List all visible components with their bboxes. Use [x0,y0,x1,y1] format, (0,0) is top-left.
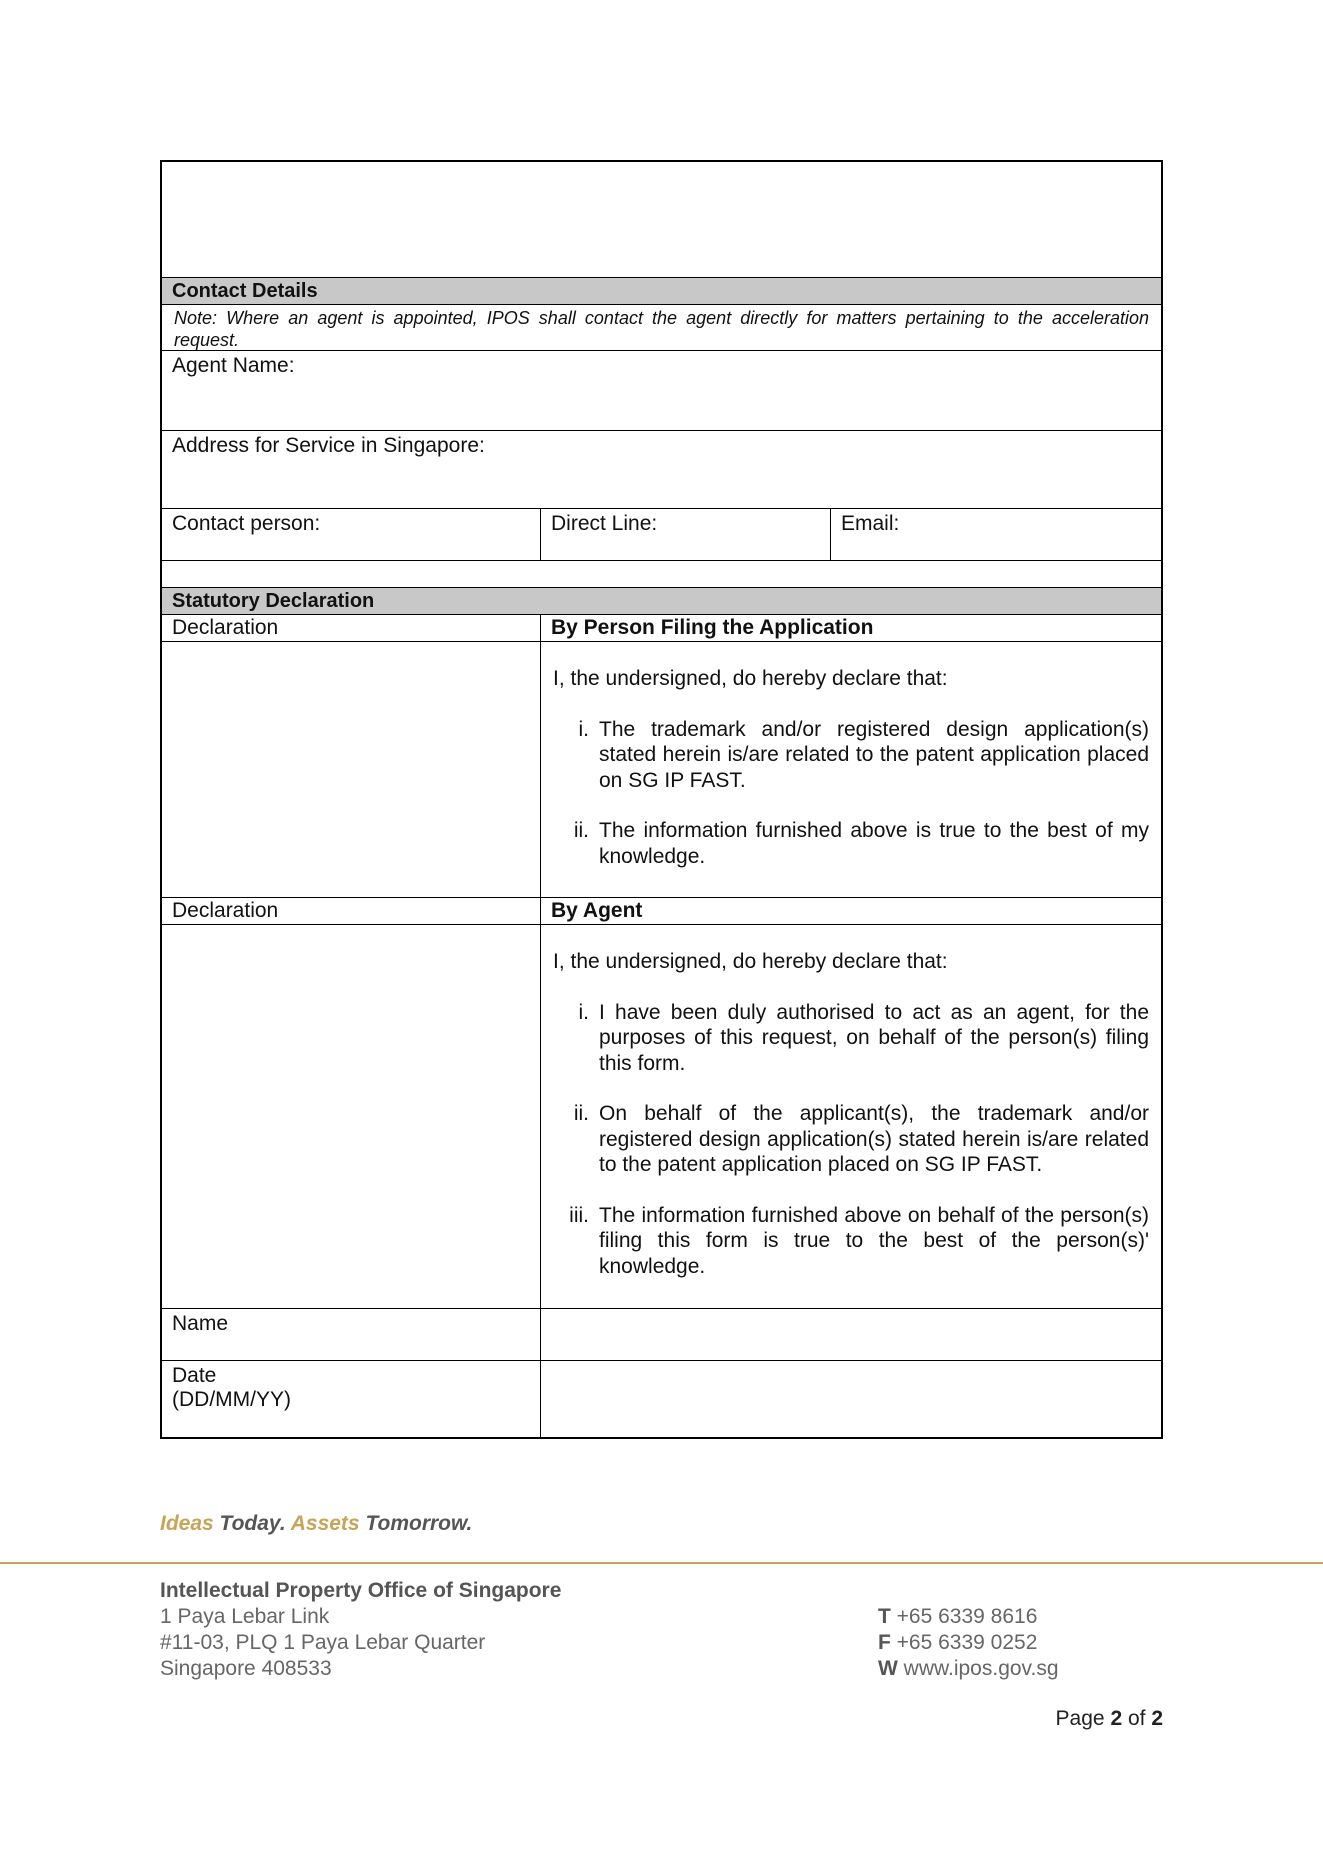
agent-name-field[interactable] [162,350,1161,430]
agent-declaration-header [162,897,1161,924]
contact-row [162,508,1161,560]
date-row [162,1360,1161,1437]
agent-declaration-body [162,924,1161,1308]
website-link[interactable]: www.ipos.gov.sg [897,1657,1059,1680]
address-line: Singapore 408533 [160,1657,332,1680]
name-label: Name [172,1312,229,1335]
fax-number: +65 6339 0252 [890,1631,1038,1654]
ipos-form-table [160,160,1163,1439]
person-declaration-text [540,642,1161,897]
agent-declaration-text [540,925,1161,1308]
slogan-word-today: Today. [213,1512,291,1535]
list-item [553,1000,1149,1077]
address-line: 1 Paya Lebar Link [160,1605,330,1628]
list-item [553,717,1149,794]
footer-divider [0,1562,1323,1564]
list-item [553,1101,1149,1178]
page-number [1056,1707,1163,1731]
list-text: On behalf of the applicant(s), the trademark and/or registered design application(s) stated herein is/are related to the patent application placed on SG IP FAST. [599,1102,1149,1176]
slogan-word-ideas: Ideas [160,1512,214,1535]
list-number: iii. [569,1203,589,1227]
page-of: of [1122,1707,1152,1730]
blank-field-top[interactable] [162,162,1161,277]
agent-declaration-title: By Agent [540,898,1161,924]
statutory-declaration-heading: Statutory Declaration [162,587,1161,614]
page-current: 2 [1110,1707,1123,1730]
page-total: 2 [1151,1707,1163,1730]
office-address [160,1578,561,1682]
web-prefix: W [878,1657,898,1680]
fax-prefix: F [878,1631,891,1654]
office-contact-info [878,1604,1059,1682]
list-number: i. [578,717,589,741]
date-label-cell [162,1361,540,1437]
web-line[interactable] [878,1656,1059,1682]
list-text: The information furnished above on behalf of the person(s) filing this form is true to the best of the person(s)' knowledge. [599,1203,1149,1278]
contact-person-field[interactable] [162,509,540,560]
declaration-intro: I, the undersigned, do hereby declare that: [553,667,948,690]
declaration-label: Declaration [172,899,279,922]
address-line: #11-03, PLQ 1 Paya Lebar Quarter [160,1631,486,1654]
date-format-label: (DD/MM/YY) [172,1388,291,1411]
person-declaration-body [162,641,1161,897]
email-label: Email: [841,512,900,535]
contact-details-note: Note: Where an agent is appointed, IPOS shall contact the agent directly for matters pertaining to the acceleration request. [162,304,1161,350]
date-input-cell[interactable] [540,1361,1161,1437]
page-word: Page [1055,1707,1111,1730]
list-item [553,1203,1149,1280]
phone-prefix: T [878,1605,891,1628]
agent-name-label: Agent Name: [172,354,295,377]
slogan-word-tomorrow: Tomorrow. [359,1512,473,1535]
person-declaration-header [162,614,1161,641]
list-text: The trademark and/or registered design application(s) stated herein is/are related to the patent application placed on SG IP FAST. [599,717,1149,792]
contact-details-heading: Contact Details [162,277,1161,304]
direct-line-field[interactable] [540,509,830,560]
office-name: Intellectual Property Office of Singapore [160,1579,562,1602]
fax-line [878,1630,1059,1656]
list-item [553,818,1149,869]
declaration-intro: I, the undersigned, do hereby declare that: [553,950,948,973]
phone-line [878,1604,1059,1630]
name-input-cell[interactable] [540,1309,1161,1360]
person-declaration-signature-cell[interactable] [162,642,540,897]
list-number: i. [578,1000,589,1024]
direct-line-label: Direct Line: [551,512,658,535]
phone-number: +65 6339 8616 [890,1605,1038,1628]
address-label: Address for Service in Singapore: [172,434,485,457]
list-text: The information furnished above is true to the best of my knowledge. [599,819,1149,868]
agent-declaration-signature-cell[interactable] [162,925,540,1308]
person-declaration-title: By Person Filing the Application [540,615,1161,641]
email-field[interactable] [830,509,1161,560]
address-field[interactable] [162,430,1161,508]
slogan-word-assets: Assets [290,1512,360,1535]
date-label: Date [172,1364,217,1387]
contact-person-label: Contact person: [172,512,321,535]
ipos-slogan [160,1512,472,1536]
name-row [162,1308,1161,1360]
spacer-row [162,560,1161,587]
declaration-label: Declaration [172,616,279,639]
list-text: I have been duly authorised to act as an agent, for the purposes of this request, on behalf of the person(s) filing this form. [599,1000,1149,1075]
list-number: ii. [573,819,589,842]
list-number: ii. [573,1102,589,1125]
